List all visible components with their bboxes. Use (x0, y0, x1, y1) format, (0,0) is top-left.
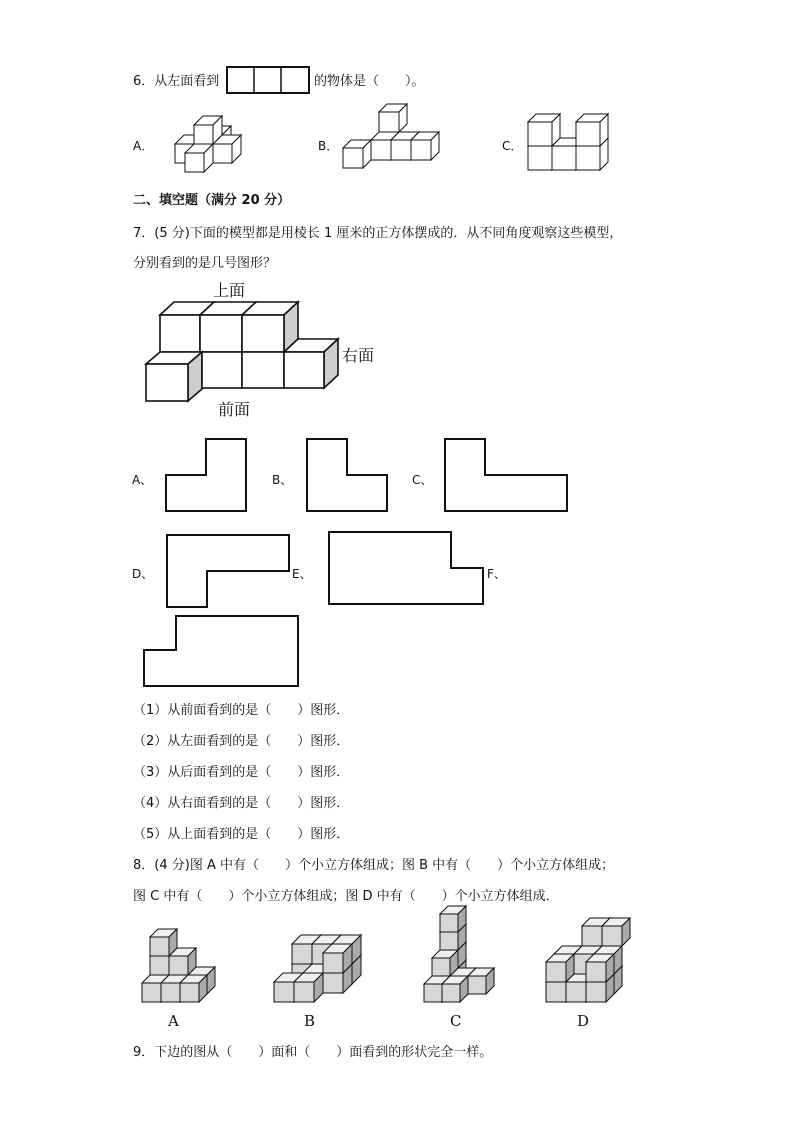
cube (411, 132, 439, 160)
q8-line-2: 图 C 中有（ ）个小立方体组成；图 D 中有（ ）个小立方体组成． (133, 889, 559, 904)
q7-option-a-shape (164, 437, 250, 515)
q7-model-figure (144, 300, 344, 404)
q8-figure-c (420, 912, 502, 1006)
cube (180, 975, 207, 1002)
q7-option-d-shape (165, 533, 293, 611)
cube (343, 140, 371, 168)
q7-option-a-label: A、 (132, 473, 153, 487)
q6-option-c-figure (526, 118, 618, 174)
q6-left-view-figure (226, 66, 312, 96)
q7-view-label-front: 前面 (218, 400, 251, 419)
section-2-title: 二、填空题（满分 20 分） (133, 193, 291, 208)
cube (528, 114, 560, 146)
q7-line-2: 分别看到的是几号图形？ (133, 256, 277, 271)
q6-option-a-figure (150, 110, 242, 176)
q7-line-1: 7．(5 分)下面的模型都是用棱长 1 厘米的正方体摆成的．从不同角度观察这些模型， (133, 226, 623, 241)
q7-option-d-label: D、 (132, 567, 154, 581)
q7-option-c-shape (443, 437, 571, 515)
q7-option-b-label: B、 (272, 473, 293, 487)
q7-question-4: （4）从右面看到的是（ ）图形． (133, 796, 350, 811)
q8-line-1: 8．(4 分)图 A 中有（ ）个小立方体组成；图 B 中有（ ）个小立方体组成； (133, 858, 615, 873)
q7-option-e-shape (327, 530, 487, 608)
cube (468, 968, 494, 994)
q7-option-f-shape (142, 614, 302, 690)
cube (432, 950, 458, 976)
q7-option-e-label: E、 (292, 567, 312, 581)
q6-option-a-label: A． (133, 139, 154, 153)
q6-option-c-label: C． (502, 139, 523, 153)
q8-figure-d-label: D (577, 1012, 590, 1030)
cube (150, 929, 177, 956)
q7-view-label-top: 上面 (213, 281, 246, 300)
q7-question-1: （1）从前面看到的是（ ）图形． (133, 703, 350, 718)
q8-figure-a-label: A (168, 1012, 179, 1030)
q7-option-b-shape (305, 437, 391, 515)
q8-figure-c-label: C (450, 1012, 462, 1030)
q6-option-b-figure (341, 116, 443, 172)
cube (586, 954, 614, 982)
q7-question-2: （2）从左面看到的是（ ）图形． (133, 734, 350, 749)
cube (576, 114, 608, 146)
cube (379, 104, 407, 132)
q7-question-3: （3）从后面看到的是（ ）图形． (133, 765, 350, 780)
q6-text-before: 6．从左面看到 (133, 74, 220, 89)
cube (442, 976, 468, 1002)
q7-option-c-label: C、 (412, 473, 433, 487)
q9-text: 9．下边的图从（ ）面和（ ）面看到的形状完全一样。 (133, 1045, 493, 1060)
cube (323, 944, 352, 973)
q6-option-b-label: B． (318, 139, 339, 153)
cube (440, 906, 466, 932)
q6-text-after: 的物体是（ ）。 (314, 74, 425, 89)
cube (602, 918, 630, 946)
q8-figure-b (272, 932, 368, 1006)
q7-view-label-right: 右面 (342, 346, 375, 365)
q8-figure-d (543, 918, 635, 1006)
q8-figure-a (138, 912, 228, 1006)
cube (546, 954, 574, 982)
q7-question-5: （5）从上面看到的是（ ）图形． (133, 827, 350, 842)
cube (194, 116, 222, 144)
q7-option-f-label: F、 (487, 567, 506, 581)
cube (185, 144, 213, 172)
cube (294, 973, 323, 1002)
q8-figure-b-label: B (304, 1012, 316, 1030)
